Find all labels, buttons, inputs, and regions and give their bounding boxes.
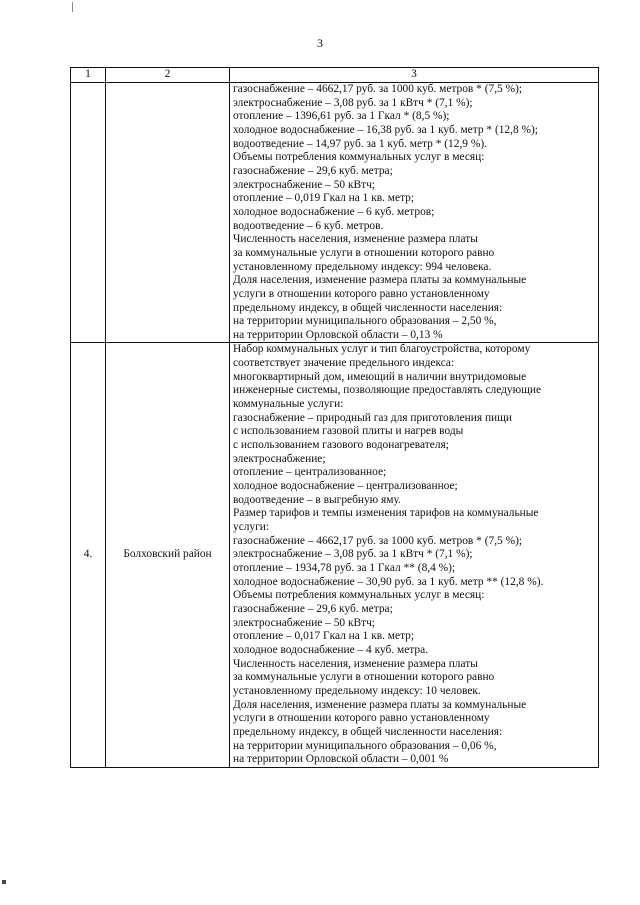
- text-line: холодное водоснабжение – 6 куб. метров;: [233, 205, 435, 218]
- table-row-continuation: [71, 83, 599, 343]
- tariff-table: [70, 67, 599, 768]
- text-line: электроснабжение – 50 кВтч;: [233, 178, 375, 191]
- text-line: установленному предельному индексу: 10 человек.: [233, 684, 481, 697]
- text-line: электроснабжение – 50 кВтч;: [233, 616, 375, 629]
- text-line: с использованием газового водонагревателя;: [233, 439, 449, 452]
- text-line: газоснабжение – 29,6 куб. метра;: [233, 602, 393, 615]
- text-line: предельному индексу, в общей численности населения:: [233, 301, 503, 314]
- text-line: отопление – 0,019 Гкал на 1 кв. метр;: [233, 192, 415, 205]
- text-line: Набор коммунальных услуг и тип благоустройства, которому: [233, 343, 531, 356]
- text-line: на территории муниципального образования – 2,50 %,: [233, 315, 497, 328]
- text-line: холодное водоснабжение – 4 куб. метра.: [233, 643, 428, 656]
- text-line: отопление – централизованное;: [233, 466, 387, 479]
- text-line: с использованием газовой плиты и нагрев воды: [233, 425, 464, 438]
- text-line: услуги в отношении которого равно установленному: [233, 287, 490, 300]
- text-line: предельному индексу, в общей численности населения:: [233, 725, 503, 738]
- text-line: отопление – 1396,61 руб. за 1 Гкал * (8,5 %);: [233, 110, 450, 123]
- text-line: многоквартирный дом, имеющий в наличии внутридомовые: [233, 370, 527, 383]
- text-line: Доля населения, изменение размера платы за коммунальные: [233, 274, 527, 287]
- text-line: холодное водоснабжение – 16,38 руб. за 1 куб. метр * (12,8 %);: [233, 123, 538, 136]
- text-line: услуги:: [233, 521, 270, 533]
- text-line: газоснабжение – 4662,17 руб. за 1000 куб. метров * (7,5 %);: [233, 83, 523, 95]
- row-description: [230, 343, 599, 767]
- text-line: водоотведение – 14,97 руб. за 1 куб. метр * (12,9 %).: [233, 137, 487, 150]
- text-line: за коммунальные услуги в отношении которого равно: [233, 671, 495, 684]
- text-line: Численность населения, изменение размера платы: [233, 233, 478, 246]
- text-line: соответствует значение предельного индекса:: [233, 357, 455, 370]
- page-number: 3: [317, 36, 323, 50]
- scan-corner-mark: [72, 2, 73, 12]
- column-header-1: 1: [71, 68, 106, 83]
- text-line: электроснабжение – 3,08 руб. за 1 кВтч * (7,1 %);: [233, 548, 473, 561]
- text-line: установленному предельному индексу: 994 человека.: [233, 260, 492, 273]
- scan-edge-mark: [2, 880, 6, 884]
- text-line: за коммунальные услуги в отношении которого равно: [233, 246, 495, 259]
- district-name: [106, 83, 230, 343]
- text-line: водоотведение – 6 куб. метров.: [233, 219, 384, 232]
- text-line: газоснабжение – 29,6 куб. метра;: [233, 164, 393, 177]
- text-line: услуги в отношении которого равно установленному: [233, 712, 490, 725]
- text-line: на территории Орловской области – 0,13 %: [233, 328, 443, 341]
- text-line: Размер тарифов и темпы изменения тарифов на коммунальные: [233, 507, 539, 520]
- row-description: [230, 83, 599, 343]
- table-row-bolkhovsky: [71, 343, 599, 767]
- text-line: холодное водоснабжение – 30,90 руб. за 1 куб. метр ** (12,8 %).: [233, 575, 544, 588]
- district-name: Болховский район: [106, 343, 230, 767]
- text-line: электроснабжение;: [233, 452, 326, 465]
- column-header-2: 2: [106, 68, 230, 83]
- text-line: водоотведение – в выгребную яму.: [233, 493, 401, 506]
- text-line: Объемы потребления коммунальных услуг в месяц:: [233, 151, 485, 164]
- row-number: 4.: [71, 343, 106, 767]
- text-line: инженерные системы, позволяющие предоставлять следующие: [233, 384, 542, 397]
- text-line: на территории муниципального образования – 0,06 %,: [233, 739, 497, 752]
- text-line: газоснабжение – природный газ для приготовления пищи: [233, 411, 512, 424]
- text-line: Доля населения, изменение размера платы за коммунальные: [233, 698, 527, 711]
- text-line: коммунальные услуги:: [233, 398, 344, 411]
- text-line: Объемы потребления коммунальных услуг в месяц:: [233, 589, 485, 602]
- text-line: электроснабжение – 3,08 руб. за 1 кВтч * (7,1 %);: [233, 96, 473, 109]
- text-line: холодное водоснабжение – централизованное;: [233, 480, 458, 493]
- text-line: газоснабжение – 4662,17 руб. за 1000 куб. метров * (7,5 %);: [233, 534, 523, 547]
- table-header-row: [71, 68, 599, 83]
- text-line: отопление – 1934,78 руб. за 1 Гкал ** (8,4 %);: [233, 561, 456, 574]
- column-header-3: 3: [230, 68, 599, 83]
- text-line: на территории Орловской области – 0,001 %: [233, 753, 449, 766]
- text-line: Численность населения, изменение размера платы: [233, 657, 478, 670]
- row-number: [71, 83, 106, 343]
- text-line: отопление – 0,017 Гкал на 1 кв. метр;: [233, 630, 415, 643]
